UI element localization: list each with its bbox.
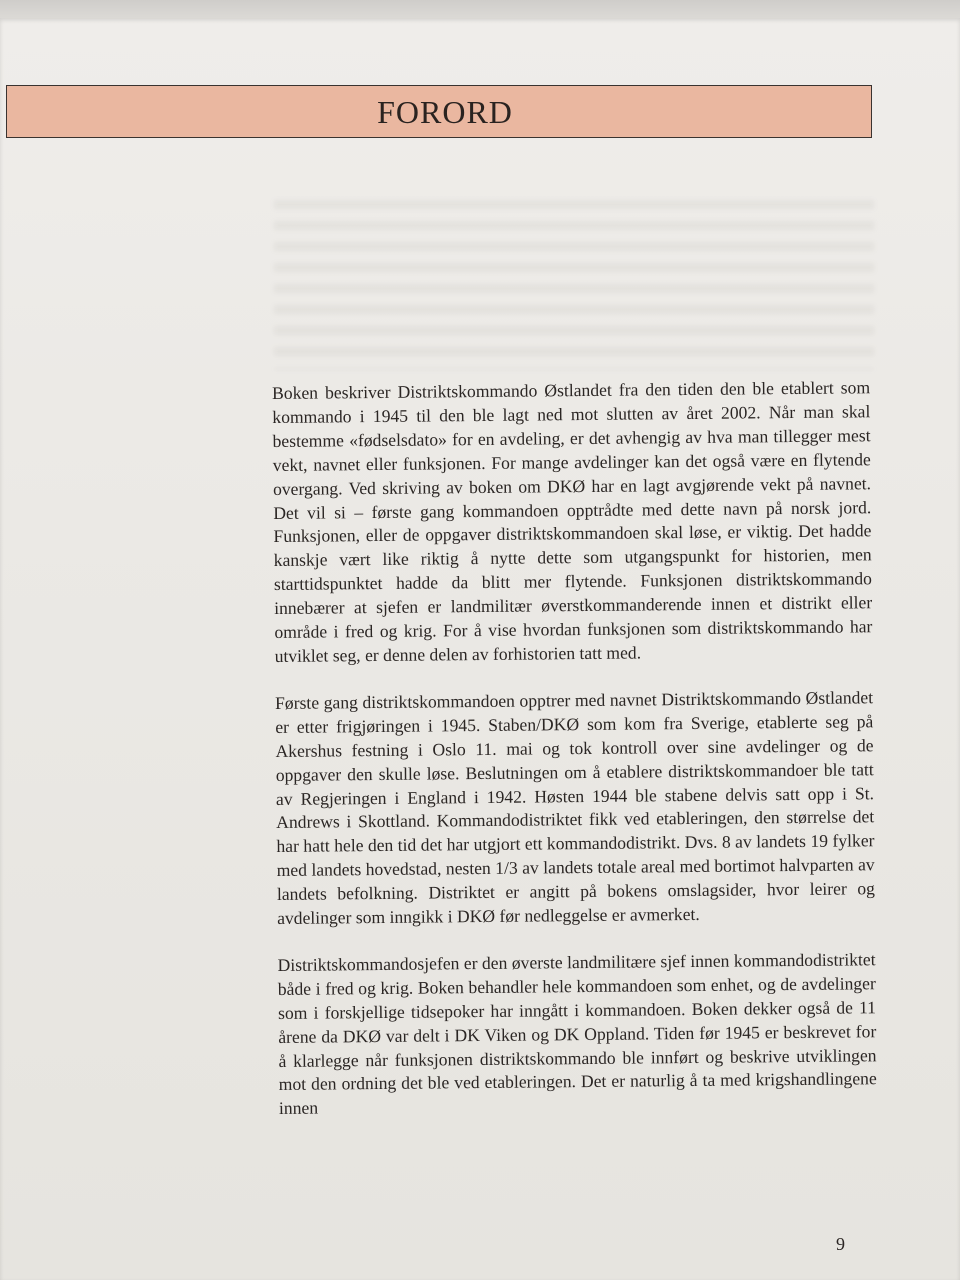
heading-band bbox=[6, 85, 872, 138]
book-page bbox=[0, 18, 960, 1280]
body-text bbox=[272, 376, 877, 1144]
paragraph-3: Distriktskommandosjefen er den øverste landmilitære sjef innen kommandodistriktet både i fred og krig. Boken behandler hele kommandoen som enhet, og de avdelinger som i forskjellige tidsepoker har inngått i kommandoen. Boken dekker også de 11 årene da DKØ var delt i DK Viken og DK Oppland. Tiden før 1945 er beskrevet for å klarlegge når funksjonen distriktskommando ble innført og beskrive utviklingen mot den ordning det ble ved etableringen. Det er naturlig å ta med krigshandlingene innen bbox=[277, 949, 877, 1119]
paragraph-1: Boken beskriver Distriktskommando Østlandet fra den tiden den ble etablert som kommando i 1945 til den ble lagt ned mot slutten av året 2002. Når man skal bestemme «fødselsdato» for en avdeling, er det avhengig av hva man tillegger mest vekt, navnet eller funksjonen. For mange avdelinger kan det også være en flytende overgang. Ved skriving av boken om DKØ har en lagt avgjørende vekt på navnet. Det vil si – første gang kommandoen opptrådte med dette navn på norsk jord. Funksjonen, eller de oppgaver distriktskommandoen skal løse, er viktig. Det hadde kanskje vært like riktig å nytte dette som utgangspunkt for historien, men starttidspunktet hadde da blitt mer flytende. Funksjonen distriktskommando innebærer at sjefen er landmilitær øverstkommanderende innen et distrikt eller område i fred og krig. For å vise hvordan funksjonen som distriktskommando har utviklet seg, er denne delen av forhistorien tatt med. bbox=[272, 377, 873, 666]
paragraph-2: Første gang distriktskommandoen opptrer med navnet Distriktskommando Østlandet er etter frigjøringen i 1945. Staben/DKØ som kom fra Sverige, etablerte seg på Akershus festning i Oslo 11. mai og tok kontroll over sine avdelinger og de oppgaver den skulle løse. Beslutningen om å etablere distriktskommandoer ble tatt av Regjeringen i England i 1942. Høsten 1944 ble stabene delvis satt opp i St. Andrews i Skottland. Kommandodistriktet fikk ved etableringen, den størrelse det har hatt hele den tid det har utgjort ett kommandodistrikt. Dvs. 8 av landets 19 fylker med landets hovedstad, nesten 1/3 av landets totale areal med bortimot halvparten av landets befolkning. Distriktet er angitt på bokens omslagsider, hvor leirer og avdelinger som inngikk i DKØ før nedleggelse er avmerket. bbox=[274, 687, 875, 929]
show-through-text bbox=[274, 200, 874, 370]
page-number: 9 bbox=[836, 1234, 845, 1254]
page-heading: FORORD bbox=[377, 94, 513, 130]
